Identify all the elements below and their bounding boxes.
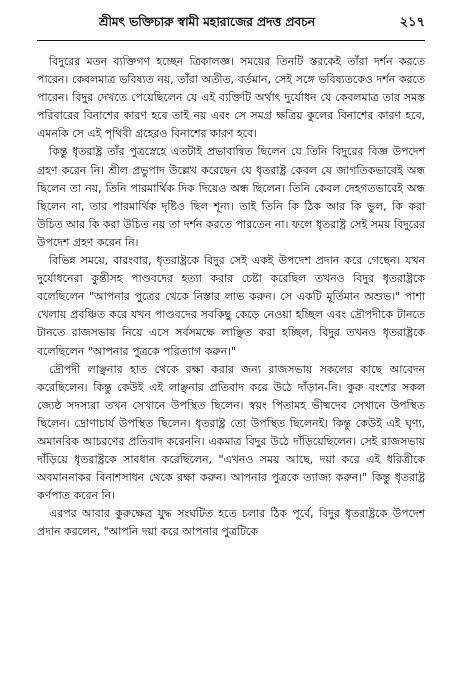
page-header [37, 13, 425, 35]
paragraph: বিভিন্ন সময়ে, বারংবার, ধৃতরাষ্ট্রকে বিদুর সেই একই উপদেশ প্রদান করে গেছেন। যখন দুর্যোধনেরা কুন্তীসহ পাণ্ডবদের হত্যা করার চেষ্টা করেছিল তখনও বিদুর ধৃতরাষ্ট্রকে বলেছিলেন "আপনার পুত্রের থেকে নিস্তার লাভ করুন। সে একটি মূর্তিমান অশুভ।" পাশা খেলায় প্রবঞ্চিত করে যখন পাণ্ডবদের সবকিছু কেড়ে নেওয়া হচ্ছিল এবং দ্রৌপদীকে টানতে টানতে রাজসভায় নিয়ে এসে সর্বসমক্ষে লাঞ্ছিত করা হচ্ছিল, বিদুর তখনও ধৃতরাষ্ট্রকে বলেছিলেন "আপনার পুত্রকে পরিত্যাগ করুন।" [37, 254, 425, 358]
running-head: শ্রীমৎ ভক্তিচারু স্বামী মহারাজের প্রদত্ত প্রবচন [99, 14, 315, 29]
body-text [37, 53, 425, 542]
paragraph: এরপর আবার কুরুক্ষেত্র যুদ্ধ সংঘটিত হতে চলার ঠিক পূর্বে, বিদুর ধৃতরাষ্ট্রকে উপদেশ প্রদান করলেন, "আপনি দয়া করে আপনার পুত্রটিকে [37, 507, 425, 539]
paragraph: দ্রৌপদী লাঞ্ছনার হাত থেকে রক্ষা করার জন্য রাজসভায় সকলের কাছে আবেদন করেছিলেন। কিন্তু কেউই এই লাঞ্ছনার প্রতিবাদ করে উঠে দাঁড়ান-নি। কুরু বংশের সকল জ্যেষ্ঠ সদস্যরা তখন সেখানে উপস্থিত ছিলেন। স্বয়ং পিতামহ ভীষ্মদেব সেখানে উপস্থিত ছিলেন। দ্রোণাচার্য উপস্থিত ছিলেন। ধৃতরাষ্ট্র তো উপস্থিত ছিলেনই। কিন্তু কেউই এই ঘৃণ্য, অমানবিক আচরণের প্রতিবাদ করেননি। একমাত্র বিদুর উঠে দাঁড়িয়েছিলেন। সেই রাজসভায় দাঁড়িয়ে ধৃতরাষ্ট্রকে সাবধান করেছিলেন, "এখনও সময় আছে, দয়া করে এই ধরিত্রীকে অবমাননাকর বিনাশসাধন থেকে রক্ষা করুন। আপনার পুত্রকে ত্যাজ্য করুন।" কিন্তু ধৃতরাষ্ট্র কর্ণপাত করেন নি। [37, 362, 425, 503]
paragraph: কিন্তু ধৃতরাষ্ট্র তাঁর পুত্রস্নেহে এতটাই প্রভাবান্বিত ছিলেন যে তিনি বিদুরের বিজ্ঞ উপদেশ গ্রহণ করেন নি। শ্রীল প্রভুপাদ উল্লেখ করেছেন যে ধৃতরাষ্ট্র কেবল যে জাগতিকভাবেই অন্ধ ছিলেন তা নয়, তিনি পারমার্থিক দিক দিয়েও অন্ধ ছিলেন। তিনি কেবল দেহগতভাবেই অন্ধ ছিলেন না, তার পারমার্থিক দৃষ্টিও ছিল শূন্য। তাই তিনি কি ঠিক আর কি ভুল, কি করা উচিত আর কি করা উচিত নয় তা দর্শন করতে পারতেন না। ফলে ধৃতরাষ্ট্র সেই সময় বিদুরের উপদেশ গ্রহণ করেন নি। [37, 145, 425, 249]
header-rule [37, 40, 425, 41]
page-number: ২১৭ [399, 15, 425, 30]
paragraph: বিদুরের মতন ব্যক্তিগণ হচ্ছেন ত্রিকালজ্ঞ। সময়ের তিনটি স্তরকেই তাঁরা দর্শন করতে পারেন। কেবলমাত্র ভবিষ্যত নয়, তাঁরা অতীত, বর্তমান, সেই সঙ্গে ভবিষ্যতকেও দর্শন করতে পারেন। বিদুর দেখতে পেয়েছিলেন যে এই ব্যক্তিটি অর্থাৎ দুর্যোধন যে কেবলমাত্র তার সমস্ত পরিবারের বিনাশের কারণ হবে তাই নয় এবং সে সমগ্র ক্ষত্রিয় কুলের বিনাশের কারণ হবে, এমনকি সে এই পৃথিবী গ্রহেরও বিনাশের কারণ হবে। [37, 55, 425, 141]
